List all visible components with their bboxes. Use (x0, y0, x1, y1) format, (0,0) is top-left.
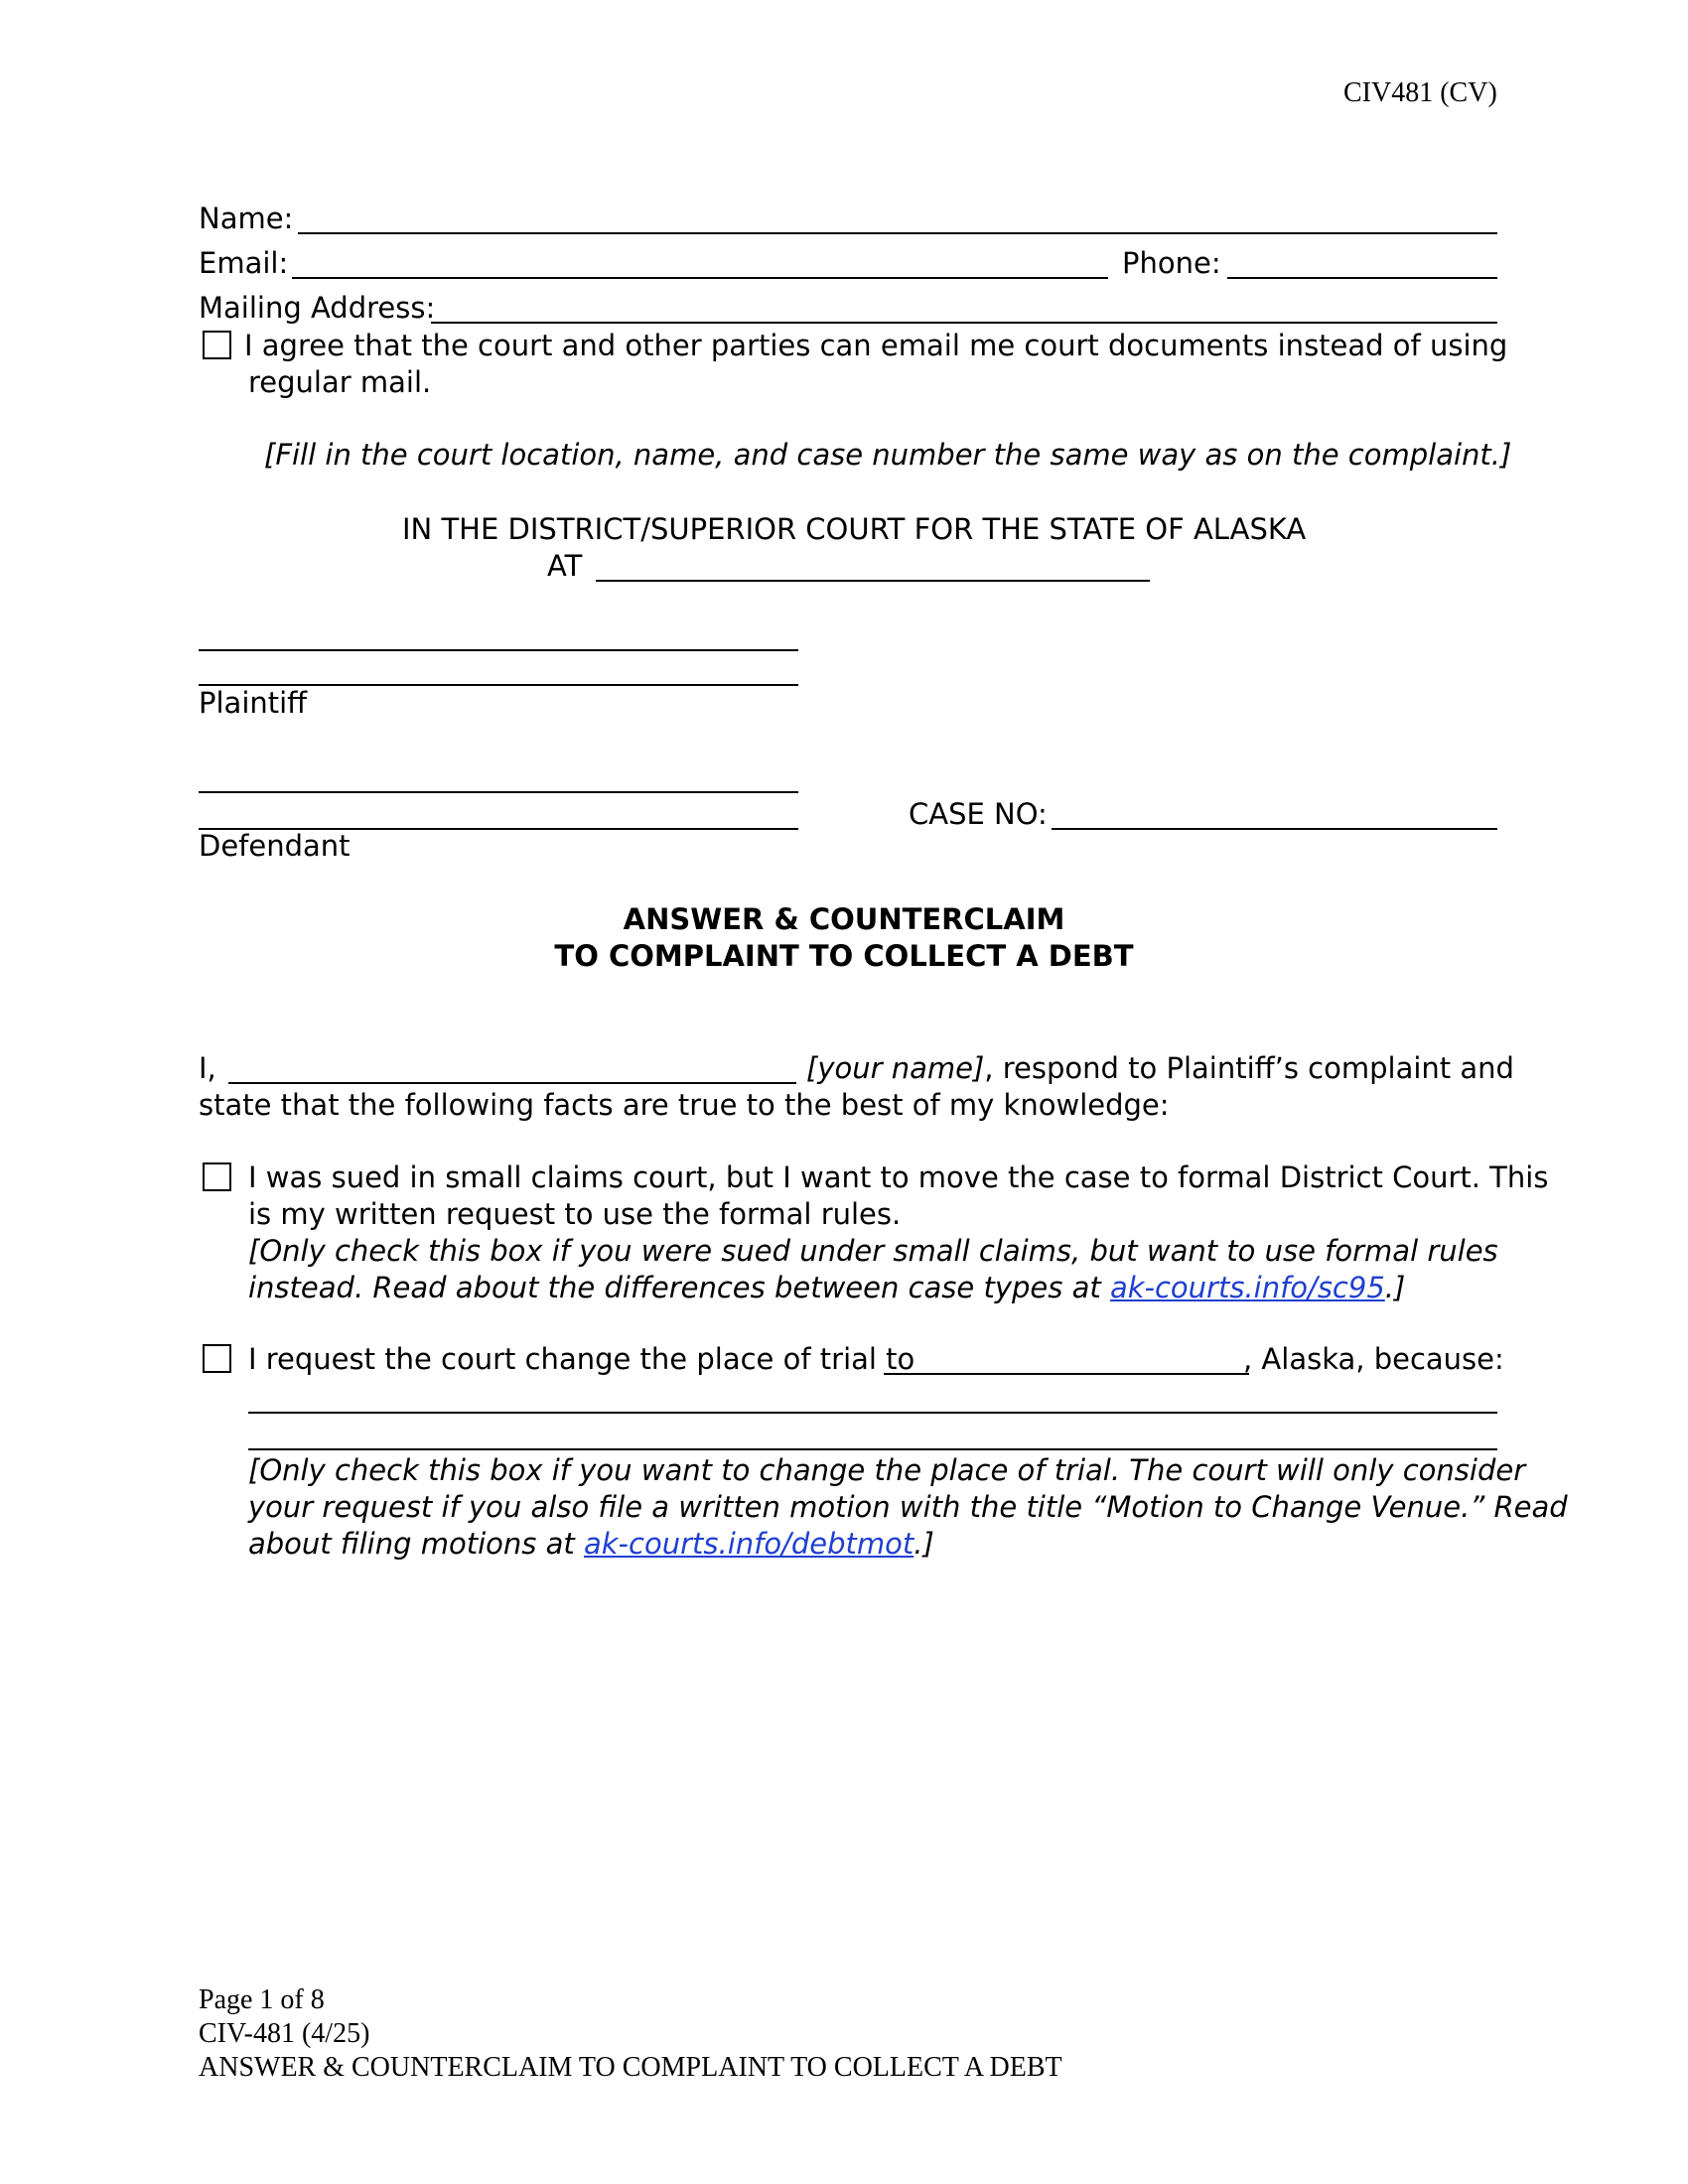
your-name-field[interactable] (228, 1082, 796, 1084)
sc95-link[interactable]: ak-courts.info/sc95 (1109, 1271, 1385, 1304)
option2-note-line3: about filing motions at (248, 1527, 584, 1561)
option1-line2: is my written request to use the formal rules. (248, 1197, 902, 1231)
debtmot-link[interactable]: ak-courts.info/debtmot (583, 1527, 914, 1561)
your-name-hint: [your name] (806, 1051, 985, 1085)
name-field[interactable] (298, 232, 1497, 234)
venue-reason-line1[interactable] (248, 1412, 1497, 1414)
defendant-label: Defendant (199, 829, 351, 863)
email-consent-text-line2: regular mail. (248, 365, 432, 399)
footer-page-number: Page 1 of 8 (199, 1984, 325, 2015)
intro-line2: state that the following facts are true to the best of my knowledge: (199, 1088, 1170, 1122)
footer-form-revision: CIV-481 (4/25) (199, 2018, 370, 2049)
email-field[interactable] (292, 277, 1108, 279)
option1-note-end: .] (1384, 1271, 1406, 1304)
trial-place-field[interactable] (884, 1373, 1249, 1375)
option2-note-line2: your request if you also file a written motion with the title “Motion to Change Venue.” Read (248, 1490, 1568, 1524)
phone-field[interactable] (1227, 277, 1497, 279)
document-title-line1: ANSWER & COUNTERCLAIM (623, 902, 1065, 936)
case-no-label: CASE NO: (909, 797, 1048, 831)
court-location-field[interactable] (596, 580, 1150, 582)
plaintiff-name-line1[interactable] (199, 649, 798, 651)
option2-note-end: .] (914, 1527, 934, 1561)
email-consent-checkbox[interactable] (203, 331, 231, 359)
intro-suffix: , respond to Plaintiff’s complaint and (984, 1051, 1514, 1085)
name-label: Name: (199, 202, 294, 235)
option1-line1: I was sued in small claims court, but I want to move the case to formal District Court. This (248, 1160, 1549, 1194)
change-venue-checkbox[interactable] (203, 1344, 231, 1373)
defendant-name-line1[interactable] (199, 791, 798, 793)
option2-prefix: I request the court change the place of trial to (248, 1342, 915, 1376)
option2-note-line1: [Only check this box if you want to change the place of trial. The court will only consider (248, 1453, 1526, 1487)
venue-reason-line2[interactable] (248, 1448, 1497, 1450)
footer-form-title: ANSWER & COUNTERCLAIM TO COMPLAINT TO COLLECT A DEBT (199, 2052, 1062, 2083)
plaintiff-label: Plaintiff (199, 686, 308, 720)
small-claims-transfer-checkbox[interactable] (203, 1162, 231, 1191)
mailing-address-label: Mailing Address: (199, 291, 436, 325)
court-instruction: [Fill in the court location, name, and case number the same way as on the complaint.] (264, 438, 1512, 472)
phone-label: Phone: (1122, 246, 1221, 280)
option1-note-line2: instead. Read about the differences between case types at (248, 1271, 1110, 1304)
option1-note-line1: [Only check this box if you were sued under small claims, but want to use formal rules (248, 1234, 1498, 1268)
form-code: CIV481 (CV) (1343, 77, 1497, 108)
document-title-line2: TO COMPLAINT TO COLLECT A DEBT (554, 939, 1134, 973)
case-no-field[interactable] (1052, 828, 1497, 830)
option2-suffix: , Alaska, because: (1243, 1342, 1504, 1376)
email-consent-text-line1: I agree that the court and other parties can email me court documents instead of using (244, 329, 1508, 362)
email-label: Email: (199, 246, 289, 280)
court-heading: IN THE DISTRICT/SUPERIOR COURT FOR THE STATE OF ALASKA (402, 512, 1307, 546)
mailing-address-field[interactable] (431, 322, 1497, 324)
court-at-label: AT (547, 549, 583, 583)
intro-prefix: I, (199, 1051, 216, 1085)
